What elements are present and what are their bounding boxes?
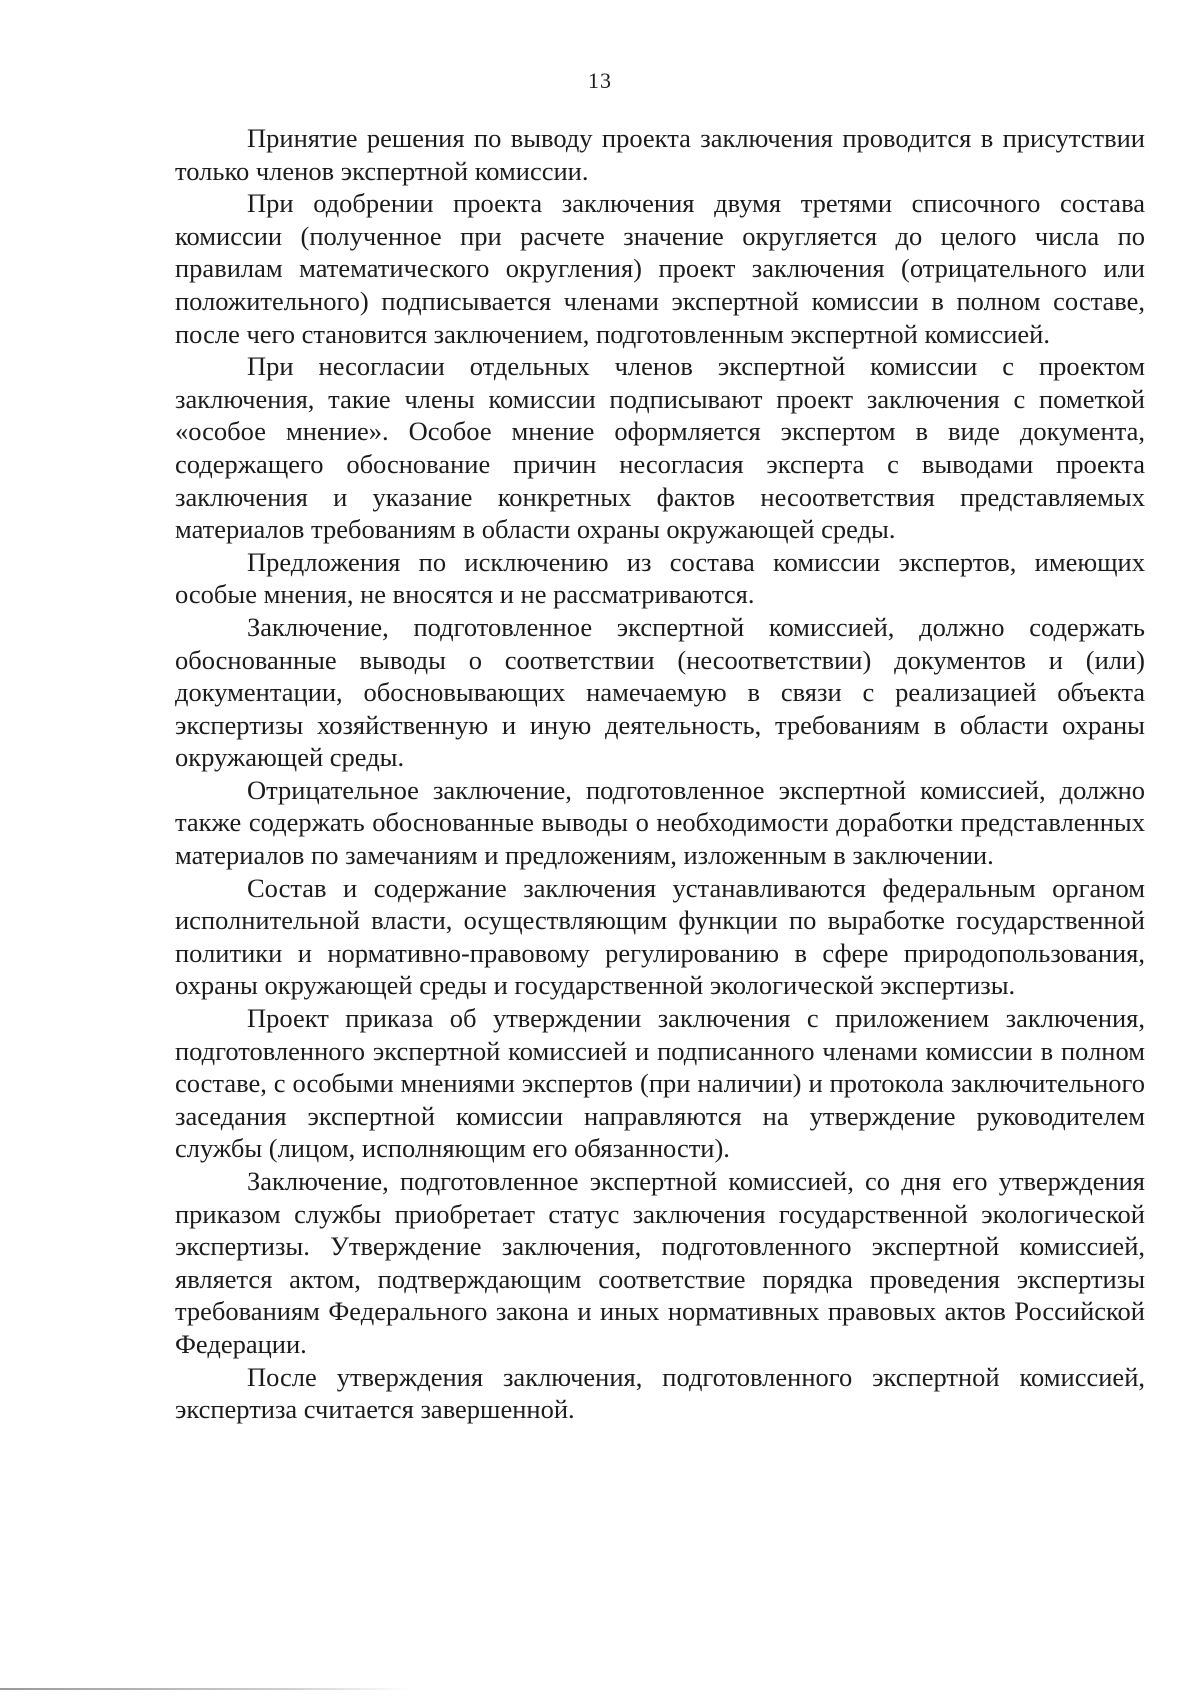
scan-edge-line [0, 1688, 410, 1690]
paragraph-expertise-completed: После утверждения заключения, подготовленного экспертной комиссией, экспертиза считается завершенной. [175, 1361, 1145, 1425]
paragraph-decision-procedure: Принятие решения по выводу проекта заключения проводится в присутствии только членов экспертной комиссии. [175, 123, 1145, 186]
paragraph-order-draft: Проект приказа об утверждении заключения с приложением заключения, подготовленного экспертной комиссией и подписанного членами комиссии в полном составе, с особыми мнениями экспертов (при наличии) и протокола заключительного заседания экспертной комиссии направляются на утверждение руководителем службы (лицом, исполняющим его обязанности). [175, 1003, 1145, 1164]
page-number: 13 [588, 68, 612, 93]
document-body [175, 122, 1145, 1426]
paragraph-approval-two-thirds: При одобрении проекта заключения двумя третями списочного состава комиссии (полученное при расчете значение округляется до целого числа по правилам математического округления) проект заключения (отрицательного или положительного) подписывается членами экспертной комиссии в полном составе, после чего становится заключением, подготовленным экспертной комиссией. [175, 188, 1145, 349]
paragraph-negative-conclusion: Отрицательное заключение, подготовленное экспертной комиссией, должно также содержать обоснованные выводы о необходимости доработки представленных материалов по замечаниям и предложениям, изложенным в заключении. [175, 774, 1145, 871]
paragraph-exclusion-proposals: Предложения по исключению из состава комиссии экспертов, имеющих особые мнения, не вносятся и не рассматриваются. [175, 546, 1145, 610]
paragraph-conclusion-contents: Заключение, подготовленное экспертной комиссией, должно содержать обоснованные выводы о соответствии (несоответствии) документов и (или) документации, обосновывающих намечаемую в связи с реализацией объекта экспертизы хозяйственную и иную деятельность, требованиям в области охраны окружающей среды. [175, 611, 1145, 773]
paragraph-conclusion-status: Заключение, подготовленное экспертной комиссией, со дня его утверждения приказом службы приобретает статус заключения государственной экологической экспертизы. Утверждение заключения, подготовленного экспертной комиссией, является актом, подтверждающим соответствие порядка проведения экспертизы требованиям Федерального закона и иных нормативных правовых актов Российской Федерации. [175, 1166, 1145, 1359]
paragraph-dissenting-opinion: При несогласии отдельных членов экспертной комиссии с проектом заключения, такие члены комиссии подписывают проект заключения с пометкой «особое мнение». Особое мнение оформляется экспертом в виде документа, содержащего обоснование причин несогласия эксперта с выводами проекта заключения и указание конкретных фактов несоответствия представляемых материалов требованиям в области охраны окружающей среды. [175, 351, 1145, 545]
paragraph-composition-established: Состав и содержание заключения устанавливаются федеральным органом исполнительной власти, осуществляющим функции по выработке государственной политики и нормативно-правовому регулированию в сфере природопользования, охраны окружающей среды и государственной экологической экспертизы. [175, 872, 1145, 1001]
